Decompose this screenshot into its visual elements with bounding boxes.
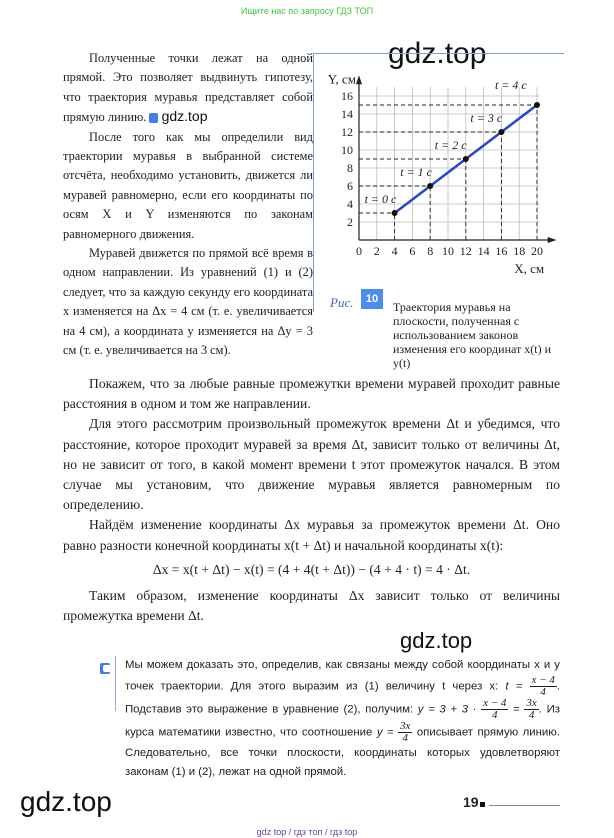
y-tick-label: 14 [341, 107, 353, 121]
point-label: t = 1 с [400, 165, 432, 179]
point-label: t = 4 с [495, 78, 527, 92]
note-text: . Из курса математики известно, что соотношение [125, 703, 561, 739]
watermark-inline: gdz.top [161, 108, 208, 125]
figure-label: Рис. [330, 295, 354, 310]
point-label: t = 0 с [364, 192, 397, 206]
figure [313, 49, 563, 374]
x-axis-arrow [548, 237, 557, 243]
x-tick-label: 0 [356, 244, 362, 258]
y-tick-label: 16 [341, 89, 353, 103]
x-tick-label: 8 [427, 244, 434, 258]
note-text: Мы можем доказать это, определив, как связаны между собой координаты x и y точек траектории. Для этого выразим из (1) величину t через x: [125, 659, 560, 693]
x-tick-label: 14 [477, 244, 490, 258]
top-section [0, 49, 614, 374]
left-column-text [63, 49, 313, 361]
note-text: . Подставив это выражение в уравнение (2), получим: [125, 680, 560, 716]
data-point [427, 183, 433, 189]
x-tick-label: 12 [459, 244, 472, 258]
paragraph: Муравей движется по прямой всё время в одном направлении. Из уравнений (1) и (2) следует, что за каждую секунду его координата x изменяется на Δx = 4 см (т. е. увеличивается на 4 см), а координата y изменяется на Δy = 3 см (т. е. увеличивается на 3 см). [63, 246, 313, 358]
paragraph-text: Полученные точки лежат на одной прямой. Это позволяет выдвинуть гипотезу, что траектория муравья представляет собой прямую линию. [63, 51, 313, 125]
x-tick-label: 18 [513, 244, 526, 258]
page-rule [489, 805, 560, 806]
page-marker [480, 802, 485, 807]
y-tick-label: 2 [347, 215, 353, 229]
y-tick-label: 12 [341, 125, 353, 139]
fraction: $\frac{x - 4}{4}$ [483, 697, 507, 722]
x-tick-label: 2 [373, 244, 380, 258]
data-point [498, 129, 504, 135]
paragraph: Покажем, что за любые равные промежутки времени муравей проходит равные расстояния в одном и том же направлении. [63, 376, 560, 412]
x-axis-label: X, см [514, 261, 545, 276]
formula: y = [376, 726, 394, 739]
note-icon [100, 663, 110, 674]
x-tick-label: 6 [409, 244, 416, 258]
paragraph: Таким образом, изменение координаты Δx зависит только от величины промежутка времени Δt. [63, 588, 560, 624]
note-box [115, 656, 560, 782]
figure-caption: Траектория муравья на плоскости, полученная с использованием законов изменения его координат x(t) и y(t) [393, 300, 551, 370]
fraction: $\frac{3x}{4}$ [400, 720, 411, 745]
y-axis-arrow [356, 75, 362, 84]
top-note[interactable]: Ищите нас по запросу ГДЗ ТОП [240, 6, 374, 16]
x-tick-label: 20 [531, 244, 543, 258]
main-text [63, 374, 560, 626]
figure-number: 10 [361, 289, 383, 309]
watermark-top: gdz.top [388, 37, 487, 70]
gdz-icon [149, 113, 158, 123]
watermark-bottom: gdz.top [20, 786, 112, 818]
y-tick-label: 6 [347, 179, 353, 193]
page-number: 19 [463, 794, 479, 811]
y-tick-label: 10 [341, 143, 353, 157]
data-point [534, 102, 540, 108]
page-footer [0, 786, 614, 820]
fraction: $\frac{3x}{4}$ [526, 697, 537, 722]
bottom-note[interactable]: gdz top / гдз топ / гдз top [256, 827, 358, 838]
x-tick-label: 10 [442, 244, 454, 258]
x-tick-label: 16 [495, 244, 508, 258]
data-point [392, 210, 398, 216]
paragraph: После того как мы определили вид траектории муравья в выбранной системе отсчёта, необходимо установить, движется ли муравей равномерно, если его координаты по осям X и Y изменяются по законам равномерного движения. [63, 129, 313, 241]
data-point [463, 156, 469, 162]
note-text: описывает прямую линию. Следовательно, все точки плоскости, координаты которых удовлетворяют законам (1) и (2), лежат на одной прямой. [125, 726, 560, 779]
formula: y = 3 + 3 · [417, 703, 477, 716]
formula: Δx = x(t + Δt) − x(t) = (4 + 4(t + Δt)) − (4 + 4 · t) = 4 · Δt. [152, 561, 471, 577]
paragraph: Для этого рассмотрим произвольный промежуток времени Δt и убедимся, что расстояние, которое проходит муравей за время Δt, зависит только от величины Δt, но не зависит от того, в какой момент времени t этот промежуток начался. В этом случае мы установим, что движение муравья является равномерным по определению. [63, 416, 560, 513]
y-axis-label: Y, см [327, 71, 356, 87]
trajectory-chart [310, 60, 570, 290]
y-tick-label: 8 [347, 161, 353, 175]
note-section [100, 656, 560, 782]
point-label: t = 2 с [434, 138, 467, 152]
formula: = [513, 703, 520, 716]
y-tick-label: 4 [347, 197, 353, 211]
point-label: t = 3 с [470, 111, 503, 125]
paragraph [63, 49, 313, 128]
note-divider [115, 656, 116, 711]
x-tick-label: 4 [391, 244, 398, 258]
watermark-middle: gdz.top [400, 628, 473, 654]
fraction: $\frac{x - 4}{4}$ [531, 674, 555, 699]
formula: t = [505, 680, 523, 693]
paragraph: Найдём изменение координаты Δx муравья за промежуток времени Δt. Оно равно разности конечной координаты x(t + Δt) и начальной координаты x(t): [63, 517, 560, 553]
